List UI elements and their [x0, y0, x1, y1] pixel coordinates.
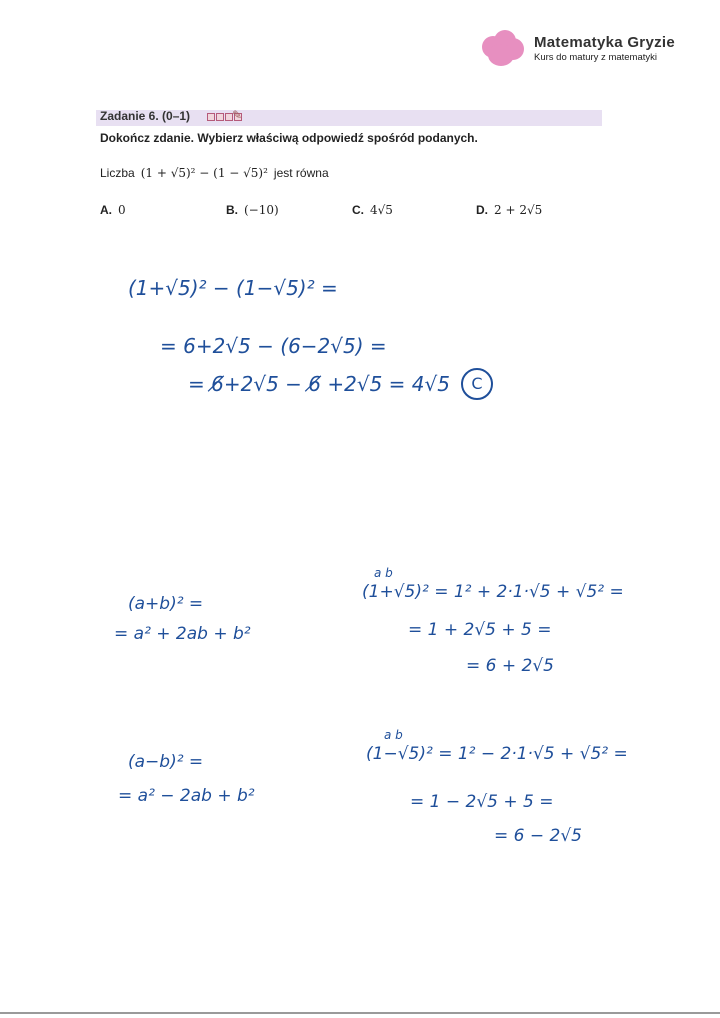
answer-d: D. 2 + 2√5	[476, 203, 543, 217]
solution-line-1: (1+√5)² − (1−√5)² =	[128, 276, 338, 300]
expansion-diff-labels: a b	[384, 728, 403, 742]
question-prefix: Liczba	[100, 166, 135, 180]
question-expression: (1 + √5)² − (1 − √5)²	[140, 166, 268, 180]
expansion-diff-line-2: = 1 − 2√5 + 5 =	[410, 792, 554, 812]
expansion-sum-line-2: = 1 + 2√5 + 5 =	[408, 620, 552, 640]
answer-b: B. (−10)	[226, 203, 279, 217]
expansion-sum-line-1: (1+√5)² = 1² + 2·1·√5 + √5² =	[362, 582, 624, 602]
expansion-sum-line-3: = 6 + 2√5	[466, 656, 554, 676]
answer-c: C. 4√5	[352, 203, 393, 217]
question-suffix: jest równa	[273, 166, 329, 180]
solution-line-3: = 6̸+2√5 − 6̸ +2√5 = 4√5	[188, 372, 450, 396]
pencil-icon: ✎	[232, 108, 243, 122]
task-instruction: Dokończ zdanie. Wybierz właściwą odpowiedź spośród podanych.	[100, 131, 478, 145]
expansion-diff-line-3: = 6 − 2√5	[494, 826, 582, 846]
formula-diff-line-1: (a−b)² =	[128, 752, 204, 772]
page-edge	[0, 1012, 720, 1014]
formula-sum-line-2: = a² + 2ab + b²	[114, 624, 251, 644]
brain-icon	[480, 28, 526, 68]
brand-title: Matematyka Gryzie	[534, 33, 676, 51]
brand-subtitle: Kurs do matury z matematyki	[534, 51, 658, 63]
answer-a: A. 0	[100, 203, 126, 217]
expansion-diff-line-1: (1−√5)² = 1² − 2·1·√5 + √5² =	[366, 744, 628, 764]
solution-line-2: = 6+2√5 − (6−2√5) =	[160, 334, 387, 358]
formula-diff-line-2: = a² − 2ab + b²	[118, 786, 255, 806]
expansion-sum-labels: a b	[374, 566, 393, 580]
brand-logo	[480, 28, 675, 68]
task-title: Zadanie 6. (0–1)	[100, 109, 191, 123]
chosen-answer-circle: C	[461, 368, 493, 400]
question	[100, 166, 329, 180]
formula-sum-line-1: (a+b)² =	[128, 594, 204, 614]
